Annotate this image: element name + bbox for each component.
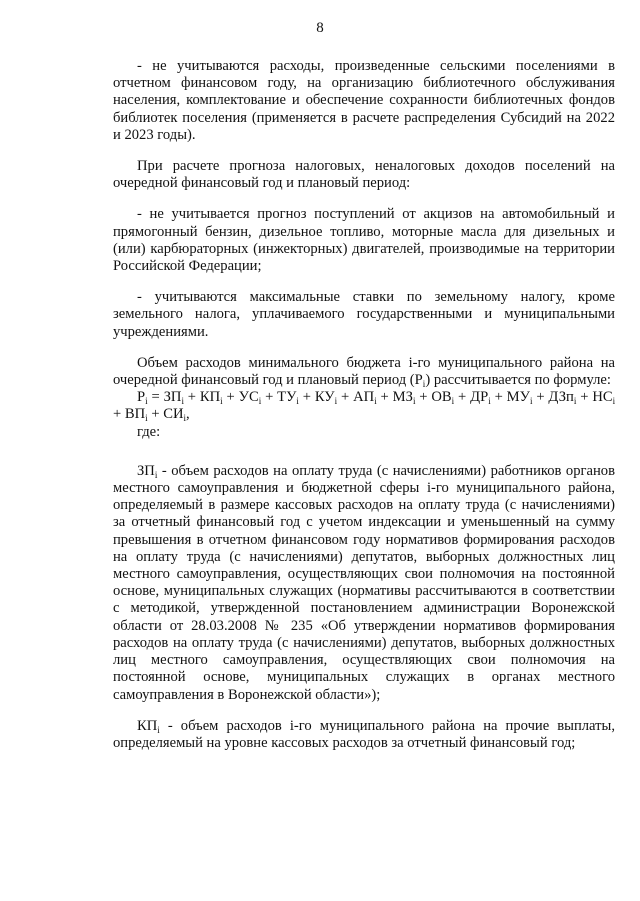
formula-lhs: P [137,389,146,406]
paragraph-library-expenses: - не учитываются расходы, произведенные сельскими поселениями в отчетном финансовом году, на организацию библиотечного обслуживания населения, комплектование и обеспечение сохранности библиотечных фондов библиотек поселения (применяется в расчете распределения Субсидий на 2022 и 2023 годы). [113,58,615,143]
formula-plus: + [261,389,278,406]
formula-plus: + [490,389,507,406]
formula-term: ОВ [431,389,452,406]
formula-term: КУ [314,389,335,406]
formula-term-sub: i [145,413,148,424]
formula-end: , [186,406,190,423]
formula-plus: + [222,389,239,406]
formula-equals: = [147,389,164,406]
formula-term: СИ [163,406,184,423]
formula-term: ДЗп [548,389,574,406]
formula-term-sub: i [488,396,491,407]
document-body [113,58,615,752]
minimal-budget-tail: ) рассчитывается по формуле: [425,372,611,389]
formula-term-sub: i [296,396,299,407]
formula-term-sub: i [334,396,338,407]
formula-term: ВП [124,406,146,423]
formula-term: ТУ [277,389,297,406]
page-number: 8 [316,20,324,36]
formula-plus: + [376,389,393,406]
formula-plus: + [147,406,164,423]
formula-term-sub: i [529,396,533,407]
formula-lhs-sub: i [145,396,148,407]
paragraph-tax-forecast: При расчете прогноза налоговых, неналоговых доходов поселений на очередной финансовый год и плановый период: [113,158,615,192]
formula-term-sub: i [183,413,187,424]
formula-term-sub: i [612,396,616,407]
paragraph-minimal-budget [113,355,615,389]
formula-term: УС [238,389,259,406]
formula-plus: + [298,389,315,406]
formula-term-sub: i [220,396,223,407]
paragraph-excise: - не учитывается прогноз поступлений от акцизов на автомобильный и прямогонный бензин, дизельное топливо, моторные масла для дизельных и (или) карбюраторных (инжекторных) двигателей, производимые на территории Российской Федерации; [113,206,615,275]
formula-plus: + [183,389,200,406]
formula-term-sub: i [374,396,377,407]
formula-plus: + [415,389,432,406]
formula-term: АП [353,389,375,406]
formula-term-sub: i [181,396,184,407]
formula-term: НС [592,389,613,406]
formula-term: МУ [506,389,530,406]
formula-term: МЗ [392,389,413,406]
formula-plus: + [113,406,125,423]
formula-term-sub: i [451,396,455,407]
paragraph-zp-definition [113,463,615,704]
where-label: где: [137,423,161,440]
minimal-budget-sub: i [422,379,426,390]
kp-term: КП [137,717,158,734]
formula-term: ЗП [163,389,182,406]
zp-term: ЗП [137,462,155,479]
formula-term-sub: i [573,396,577,407]
kp-sub: i [157,724,160,735]
minimal-budget-text: Объем расходов минимального бюджета i-го муниципального района на очередной финансовый год и плановый период (P [113,354,615,389]
budget-formula [113,389,615,423]
formula-term: ДР [470,389,489,406]
formula-plus: + [337,389,354,406]
zp-text: - объем расходов на оплату труда (с начислениями) работников органов местного самоуправления и бюджетной сферы i-го муниципального района, определяемый в размере кассовых расходов на оплату труда (с начислениями) за отчетный финансовый год с учетом индексации и уменьшенный на сумму превышения в отчетном финансовом году нормативов формирования расходов на оплату труда (с начислениями) депутатов, выборных должностных лиц местного самоуправления, осуществляющих свои полномочия на постоянной основе, муниципальных служащих (нормативы рассчитываются в соответствии с методикой, утвержденной постановлением администрации Воронежской области от 28.03.2008 № 235 «Об утверждении нормативов формирования расходов на оплату труда (с начислениями) депутатов, выборных должностных лиц местного самоуправления, осуществляющих свои полномочия на постоянной основе, муниципальных служащих в органах местного самоуправления в Воронежской области»); [113,462,615,703]
formula-term-sub: i [258,396,262,407]
formula-plus: + [532,389,549,406]
zp-sub: i [154,469,158,480]
formula-term-sub: i [412,396,416,407]
formula-term: КП [199,389,221,406]
formula-plus: + [576,389,593,406]
paragraph-kp-definition [113,718,615,752]
formula-plus: + [454,389,471,406]
kp-text: - объем расходов i-го муниципального района на прочие выплаты, определяемый на уровне кассовых расходов за отчетный финансовый год; [113,717,615,751]
paragraph-land-tax: - учитываются максимальные ставки по земельному налогу, кроме земельного налога, уплачиваемого государственными и муниципальными учреждениями. [113,289,615,340]
